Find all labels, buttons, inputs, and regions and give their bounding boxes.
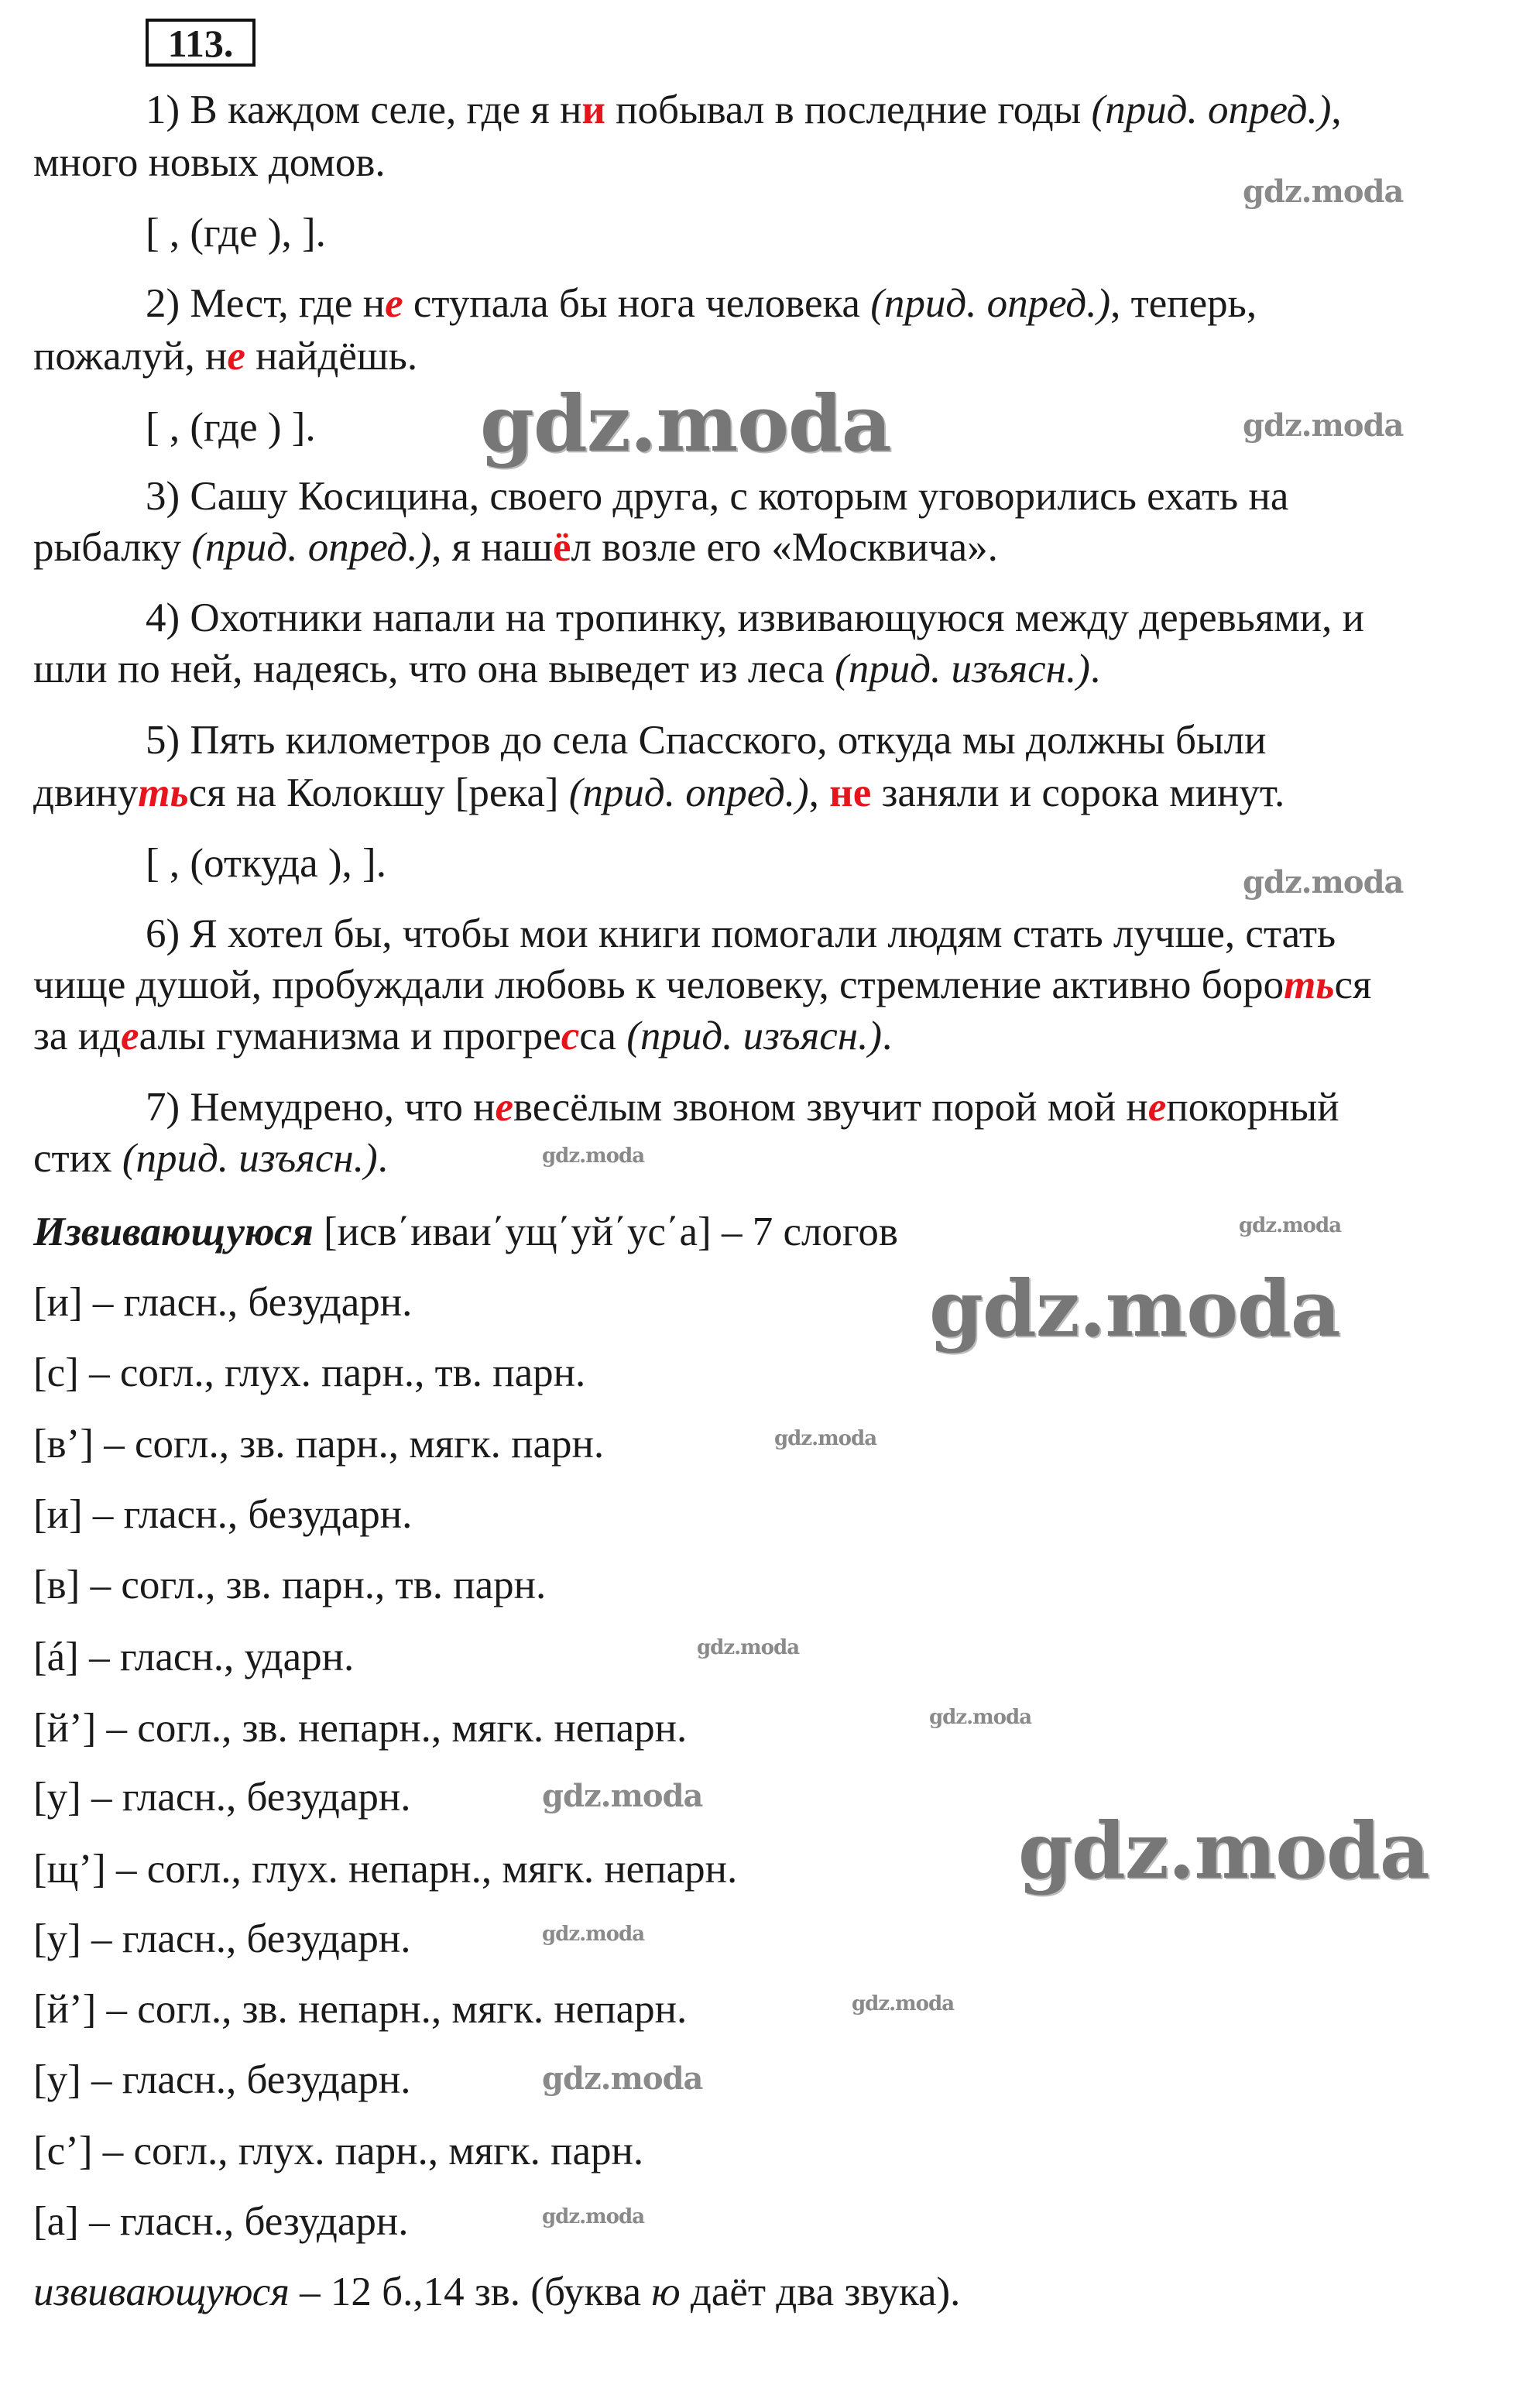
- text-line: [33, 1011, 892, 1061]
- watermark: gdz.moda: [852, 1992, 955, 2016]
- text-segment: 7) Немудрено, что н: [146, 1085, 496, 1130]
- text-segment: .: [1089, 647, 1101, 691]
- text-segment: [й’] – согл., зв. непарн., мягк. непарн.: [33, 1706, 688, 1751]
- text-segment: много новых домов.: [33, 140, 386, 185]
- italic-note: (прид. опред.): [568, 770, 809, 815]
- text-segment: [у] – гласн., безударн.: [33, 1775, 411, 1820]
- text-line: [33, 1348, 585, 1398]
- text-line: [146, 839, 386, 888]
- text-segment: ступала бы нога человека: [403, 281, 871, 326]
- watermark: gdz.moda: [774, 1427, 877, 1450]
- text-line: [146, 472, 1288, 521]
- highlighted-letter: е: [495, 1085, 514, 1130]
- text-line: [33, 1490, 412, 1539]
- watermark: gdz.moda: [542, 1923, 645, 1946]
- text-segment: 3) Сашу Косицина, своего друга, с которым уговорились ехать на: [146, 474, 1289, 519]
- text-line: [33, 2055, 410, 2105]
- text-segment: пожалуй, н: [33, 334, 228, 379]
- text-segment: 1) В каждом селе, где я н: [146, 87, 582, 132]
- text-line: [33, 768, 1284, 818]
- text-segment: .: [882, 1014, 893, 1058]
- text-segment: ся: [1334, 962, 1372, 1007]
- watermark: gdz.moda: [1239, 1214, 1342, 1237]
- text-line: [33, 2126, 643, 2176]
- highlighted-letter: е: [227, 334, 245, 379]
- text-segment: .: [377, 1136, 388, 1181]
- highlighted-letter: е: [385, 281, 403, 326]
- text-line: [146, 208, 326, 258]
- italic-note: извивающуюся: [33, 2269, 290, 2314]
- text-segment: [и] – гласн., безударн.: [33, 1280, 413, 1325]
- text-segment: [с’] – согл., глух. парн., мягк. парн.: [33, 2129, 644, 2173]
- text-segment: – 12 б.,14 зв. (буква: [289, 2269, 652, 2314]
- watermark: gdz.moda: [1018, 1805, 1429, 1896]
- text-segment: [и] – гласн., безударн.: [33, 1492, 413, 1537]
- highlighted-letter: е: [121, 1014, 139, 1058]
- watermark: gdz.moda: [480, 378, 891, 469]
- text-line: [33, 1419, 604, 1469]
- text-segment: [у] – гласн., безударн.: [33, 1916, 411, 1961]
- text-segment: [ , (где ) ].: [146, 405, 316, 450]
- text-segment: , я наш: [431, 525, 553, 570]
- text-segment: [ , (где ), ].: [146, 211, 326, 256]
- task-number: 113.: [146, 19, 256, 67]
- highlighted-letter: ть: [138, 770, 189, 815]
- text-segment: рыбалку: [33, 525, 192, 570]
- italic-note: (прид. опред.): [1091, 87, 1332, 132]
- highlighted-letter: с: [561, 1014, 580, 1058]
- text-segment: весёлым звоном звучит порой мой н: [513, 1085, 1148, 1130]
- text-segment: [в’] – согл., зв. парн., мягк. парн.: [33, 1422, 605, 1467]
- text-line: [33, 2267, 960, 2317]
- watermark: gdz.moda: [697, 1636, 800, 1659]
- text-segment: чище душой, пробуждали любовь к человеку, стремление активно боро: [33, 962, 1284, 1007]
- text-line: [33, 1207, 898, 1257]
- text-line: [33, 1278, 412, 1327]
- text-segment: двину: [33, 770, 139, 815]
- text-line: [33, 1560, 546, 1610]
- watermark: gdz.moda: [542, 1144, 645, 1168]
- highlighted-letter: ть: [1284, 962, 1335, 1007]
- highlighted-letter: ё: [552, 525, 571, 570]
- text-line: [33, 1844, 737, 1894]
- italic-note: (прид. изъясн.): [122, 1136, 378, 1181]
- text-segment: са: [579, 1014, 627, 1058]
- text-segment: найдёшь.: [245, 334, 418, 379]
- watermark: gdz.moda: [929, 1263, 1340, 1354]
- text-segment: , теперь,: [1110, 281, 1257, 326]
- watermark: gdz.moda: [1243, 864, 1404, 901]
- highlighted-letter: е: [1147, 1085, 1167, 1130]
- text-segment: шли по ней, надеясь, что она выведет из леса: [33, 647, 835, 691]
- watermark: gdz.moda: [1243, 173, 1404, 210]
- text-line: [33, 1985, 687, 2034]
- text-line: [33, 1772, 410, 1822]
- text-line: [146, 403, 316, 452]
- text-line: [33, 523, 998, 572]
- text-line: [33, 1914, 410, 1964]
- text-segment: 4) Охотники напали на тропинку, извивающуюся между деревьями, и: [146, 595, 1364, 640]
- italic-note: ю: [651, 2269, 681, 2314]
- text-line: [33, 1134, 388, 1183]
- text-line: [146, 909, 1336, 959]
- text-segment: [а] – гласн., безударн.: [33, 2199, 409, 2244]
- watermark: gdz.moda: [929, 1706, 1032, 1729]
- text-line: [33, 644, 1100, 694]
- text-line: [146, 279, 1257, 328]
- text-segment: ,: [808, 770, 830, 815]
- text-line: [146, 593, 1364, 643]
- text-segment: заняли и сорока минут.: [871, 770, 1285, 815]
- text-line: [146, 85, 1342, 135]
- text-segment: побывал в последние годы: [605, 87, 1092, 132]
- text-segment: л возле его «Москвича».: [571, 525, 998, 570]
- text-segment: ,: [1331, 87, 1342, 132]
- text-segment: [у] – гласн., безударн.: [33, 2057, 411, 2102]
- text-segment: [ , (откуда ), ].: [146, 841, 386, 886]
- text-line: [33, 960, 1371, 1010]
- text-segment: 5) Пять километров до села Спасского, откуда мы должны были: [146, 718, 1267, 763]
- text-segment: алы гуманизма и прогре: [139, 1014, 561, 1058]
- watermark: gdz.moda: [542, 2205, 645, 2228]
- text-segment: покорный: [1166, 1085, 1339, 1130]
- text-segment: за ид: [33, 1014, 122, 1058]
- text-line: [33, 2197, 409, 2246]
- watermark: gdz.moda: [542, 1778, 703, 1814]
- text-line: [33, 331, 417, 381]
- text-segment: 6) Я хотел бы, чтобы мои книги помогали людям стать лучше, стать: [146, 911, 1336, 956]
- italic-note: (прид. опред.): [870, 281, 1111, 326]
- text-segment: [á] – гласн., ударн.: [33, 1635, 355, 1679]
- text-segment: [щ’] – согл., глух. непарн., мягк. непарн.: [33, 1847, 738, 1892]
- text-segment: стих: [33, 1136, 122, 1181]
- highlighted-letter: не: [829, 770, 872, 815]
- text-segment: Извивающуюся: [33, 1209, 314, 1254]
- watermark: gdz.moda: [1243, 407, 1404, 444]
- text-line: [146, 1082, 1339, 1132]
- italic-note: (прид. опред.): [191, 525, 432, 570]
- text-line: [146, 715, 1266, 765]
- italic-note: (прид. изъясн.): [626, 1014, 883, 1058]
- text-segment: [исв΄иваи΄ущ΄уй΄ус΄а] – 7 слогов: [313, 1209, 898, 1254]
- italic-note: (прид. изъясн.): [835, 647, 1090, 691]
- text-segment: [в] – согл., зв. парн., тв. парн.: [33, 1563, 547, 1607]
- highlighted-letter: и: [581, 87, 605, 132]
- text-segment: [с] – согл., глух. парн., тв. парн.: [33, 1350, 586, 1395]
- text-segment: ся на Колокшу [река]: [188, 770, 569, 815]
- text-segment: [й’] – согл., зв. непарн., мягк. непарн.: [33, 1987, 688, 2032]
- text-line: [33, 1632, 354, 1682]
- text-segment: 2) Мест, где н: [146, 281, 386, 326]
- watermark: gdz.moda: [542, 2060, 703, 2097]
- text-line: [33, 138, 386, 187]
- text-segment: даёт два звука).: [680, 2269, 961, 2314]
- text-line: [33, 1703, 687, 1753]
